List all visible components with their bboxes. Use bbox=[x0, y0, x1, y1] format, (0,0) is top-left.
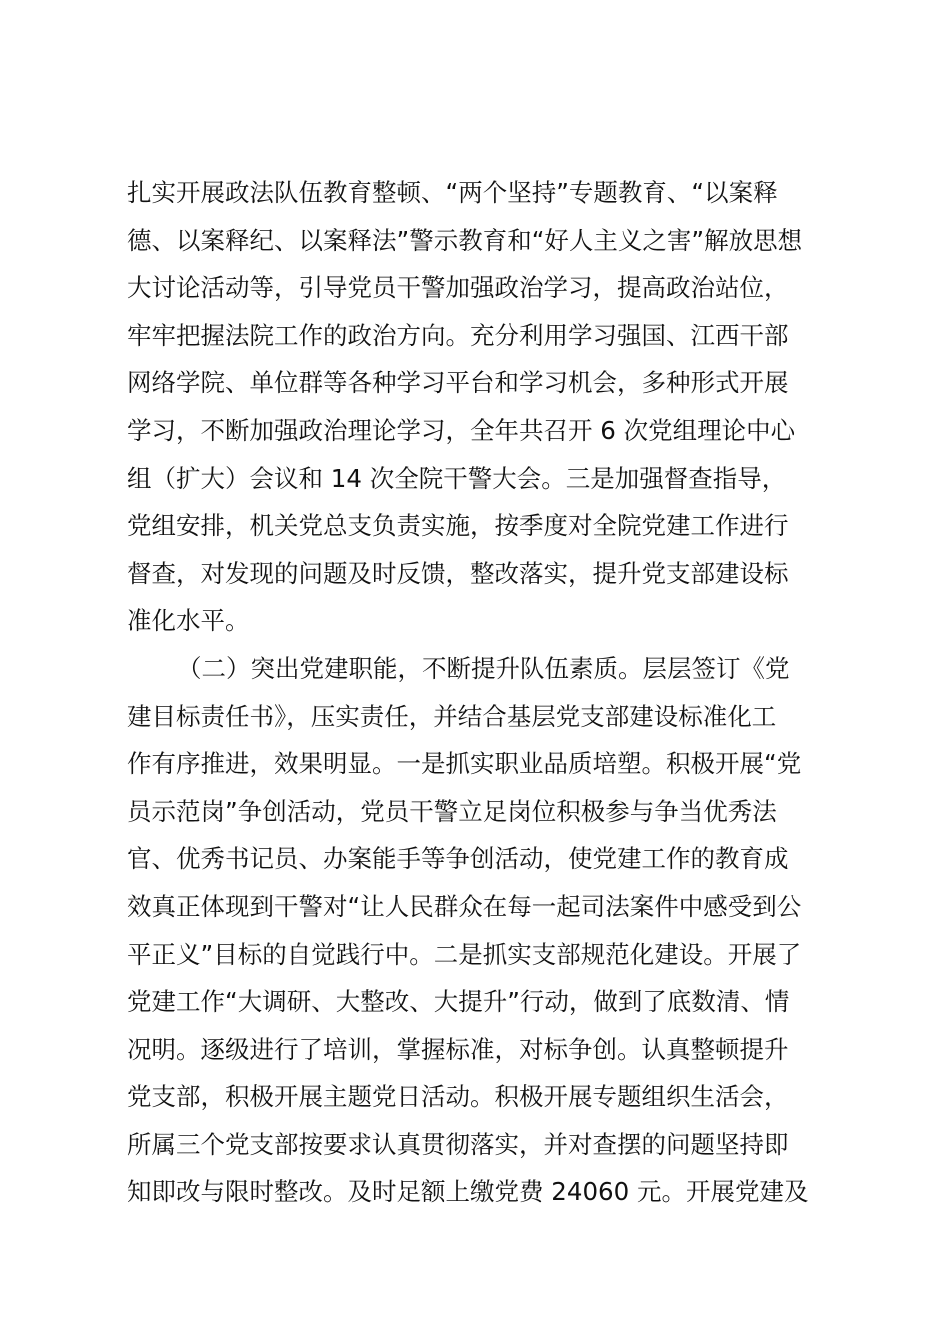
text-line: 党组安排，机关党总支负责实施，按季度对全院党建工作进行 bbox=[127, 511, 789, 541]
text-line: 建目标责任书》，压实责任，并结合基层党支部建设标准化工 bbox=[127, 701, 777, 731]
text-line: 效真正体现到干警对“让人民群众在每一起司法案件中感受到公 bbox=[127, 891, 802, 921]
body-text bbox=[127, 169, 827, 1216]
text-line: 网络学院、单位群等各种学习平台和学习机会，多种形式开展 bbox=[127, 368, 789, 398]
text-line: 党支部，积极开展主题党日活动。积极开展专题组织生活会， bbox=[127, 1082, 789, 1112]
text-line: 组（扩大）会议和 14 次全院干警大会。三是加强督查指导， bbox=[127, 463, 787, 493]
text-line: 知即改与限时整改。及时足额上缴党费 24060 元。开展党建及 bbox=[127, 1177, 809, 1207]
text-line: 德、以案释纪、以案释法”警示教育和“好人主义之害”解放思想 bbox=[127, 225, 803, 255]
text-line: 扎实开展政法队伍教育整顿、“两个坚持”专题教育、“以案释 bbox=[127, 178, 778, 207]
text-line: 平正义”目标的自觉践行中。二是抓实支部规范化建设。开展了 bbox=[127, 939, 802, 969]
text-line: 牢牢把握法院工作的政治方向。充分利用学习强国、江西干部 bbox=[127, 320, 789, 350]
text-line: 况明。逐级进行了培训，掌握标准，对标争创。认真整顿提升 bbox=[127, 1034, 789, 1064]
text-line: 作有序推进，效果明显。一是抓实职业品质培塑。积极开展“党 bbox=[127, 749, 802, 779]
text-line: 督查，对发现的问题及时反馈，整改落实，提升党支部建设标 bbox=[127, 558, 789, 588]
text-line: 学习，不断加强政治理论学习，全年共召开 6 次党组理论中心 bbox=[127, 415, 796, 445]
text-line: 准化水平。 bbox=[127, 606, 250, 636]
text-line: 党建工作“大调研、大整改、大提升”行动，做到了底数清、情 bbox=[127, 987, 790, 1017]
text-line: 所属三个党支部按要求认真贯彻落实，并对查摆的问题坚持即 bbox=[127, 1129, 789, 1159]
text-line: 大讨论活动等，引导党员干警加强政治学习，提高政治站位， bbox=[127, 273, 789, 303]
text-line: 员示范岗”争创活动，党员干警立足岗位积极参与争当优秀法 bbox=[127, 796, 777, 826]
text-line: 官、优秀书记员、办案能手等争创活动，使党建工作的教育成 bbox=[127, 844, 789, 874]
paragraph-start-line: （二）突出党建职能，不断提升队伍素质。层层签订《党 bbox=[177, 653, 790, 683]
